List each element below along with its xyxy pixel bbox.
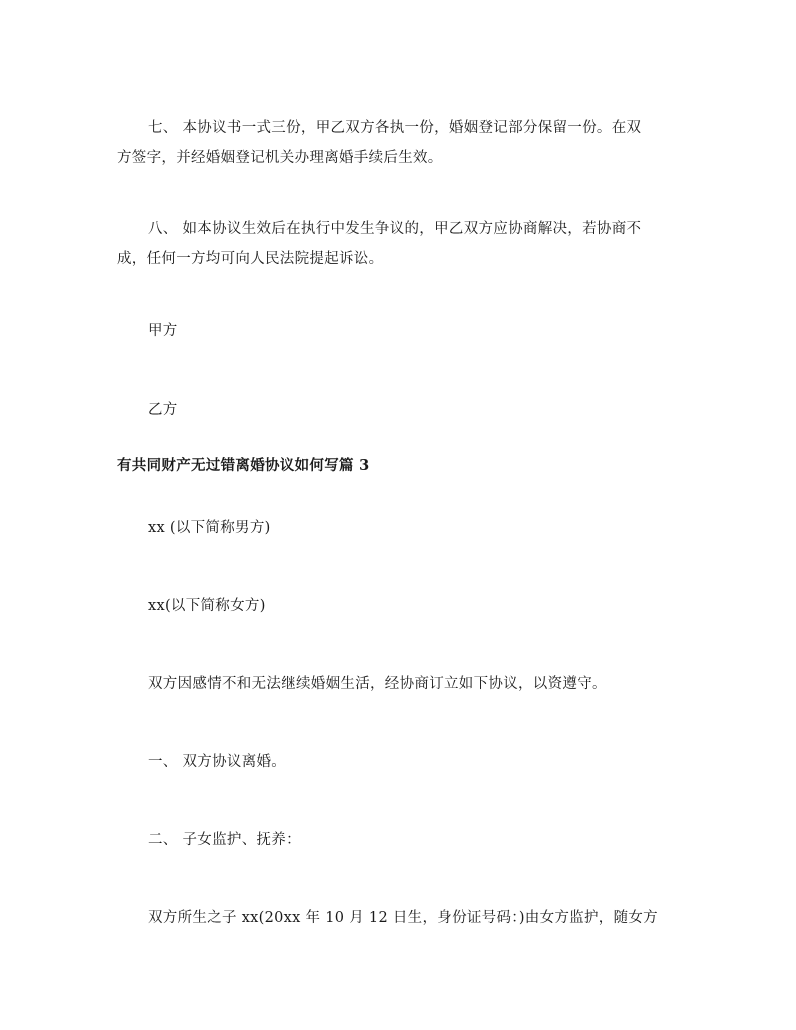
party-a-label: 甲方 [148,323,178,339]
item-one: 一、 双方协议离婚。 [148,754,287,770]
man-party-line: xx (以下简称男方) [148,520,271,536]
woman-party-line: xx(以下简称女方) [148,598,266,614]
section-title: 有共同财产无过错离婚协议如何写篇 3 [117,457,370,474]
clause-eight-line-1: 八、 如本协议生效后在执行中发生争议的，甲乙双方应协商解决，若协商不 [148,221,642,237]
item-two: 二、 子女监护、抚养： [148,832,301,848]
clause-seven-line-2: 方签字，并经婚姻登记机关办理离婚手续后生效。 [117,150,443,166]
preamble-paragraph: 双方因感情不和无法继续婚姻生活，经协商订立如下协议，以资遵守。 [148,676,607,692]
custody-paragraph: 双方所生之子 xx(20xx 年 10 月 12 日生，身份证号码：)由女方监护，随女方 [148,910,658,926]
party-b-label: 乙方 [148,402,178,418]
clause-eight [117,214,677,274]
clause-eight-line-2: 成，任何一方均可向人民法院提起诉讼。 [117,251,384,267]
clause-seven-line-1: 七、 本协议书一式三份，甲乙双方各执一份，婚姻登记部分保留一份。在双 [148,120,642,136]
clause-seven [117,113,677,173]
